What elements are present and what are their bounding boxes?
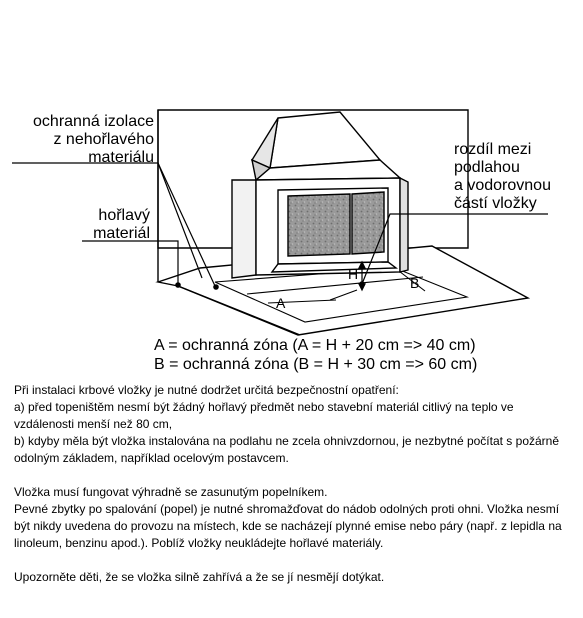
formula-b: B = ochranná zóna (B = H + 30 cm => 60 cm)	[154, 356, 478, 373]
formula-a: A = ochranná zóna (A = H + 20 cm => 40 cm)	[154, 337, 476, 354]
insulation-label	[33, 113, 154, 166]
svg-text:hořlavý: hořlavý	[98, 207, 150, 224]
intro-text: Při instalaci krbové vložky je nutné dodržet určitá bezpečnostní opatření:	[14, 383, 399, 397]
height-difference-label	[454, 141, 551, 212]
safety-instructions	[14, 382, 574, 586]
svg-text:a vodorovnou: a vodorovnou	[454, 177, 551, 194]
height-label: H	[348, 266, 359, 282]
svg-text:částí vložky: částí vložky	[454, 195, 537, 212]
children-warning-text: Upozorněte děti, že se vložka silně zahřívá a že se jí nesmějí dotýkat.	[14, 570, 385, 584]
zone-b-label: B	[410, 275, 420, 291]
svg-text:rozdíl mezi: rozdíl mezi	[454, 141, 532, 158]
ash-disposal-text: Pevné zbytky po spalování (popel) je nutné shromažďovat do nádob odolných proti ohni. Vložka nesmí být nikdy uvedena do provozu na místech, kde se nacházejí plynné emise nebo páry (např. z lepidla na linoleum, benzinu apod.). Poblíž vložky neukládejte hořlavé materiály.	[14, 502, 562, 550]
instruction-item-b: b) kdyby měla být vložka instalována na podlahu ne zcela ohnivzdornou, je nezbytné počítat s požárně odolným základem, například ocelovým postavcem.	[14, 434, 560, 465]
svg-text:ochranná izolace: ochranná izolace	[33, 113, 154, 130]
fireplace-body	[232, 178, 408, 278]
svg-text:materiál: materiál	[93, 225, 150, 242]
ash-pan-text: Vložka musí fungovat výhradně se zasunutým popelníkem.	[14, 485, 328, 499]
svg-text:podlahou: podlahou	[454, 159, 520, 176]
instruction-item-a: a) před topeništěm nesmí být žádný hořlavý předmět nebo stavební materiál citlivý na teplo ve vzdálenosti menší než 80 cm,	[14, 400, 514, 431]
zone-a-label: A	[276, 295, 286, 311]
svg-text:z nehořlavého: z nehořlavého	[53, 131, 154, 148]
combustible-label	[93, 207, 150, 242]
svg-text:materiálu: materiálu	[88, 149, 154, 166]
